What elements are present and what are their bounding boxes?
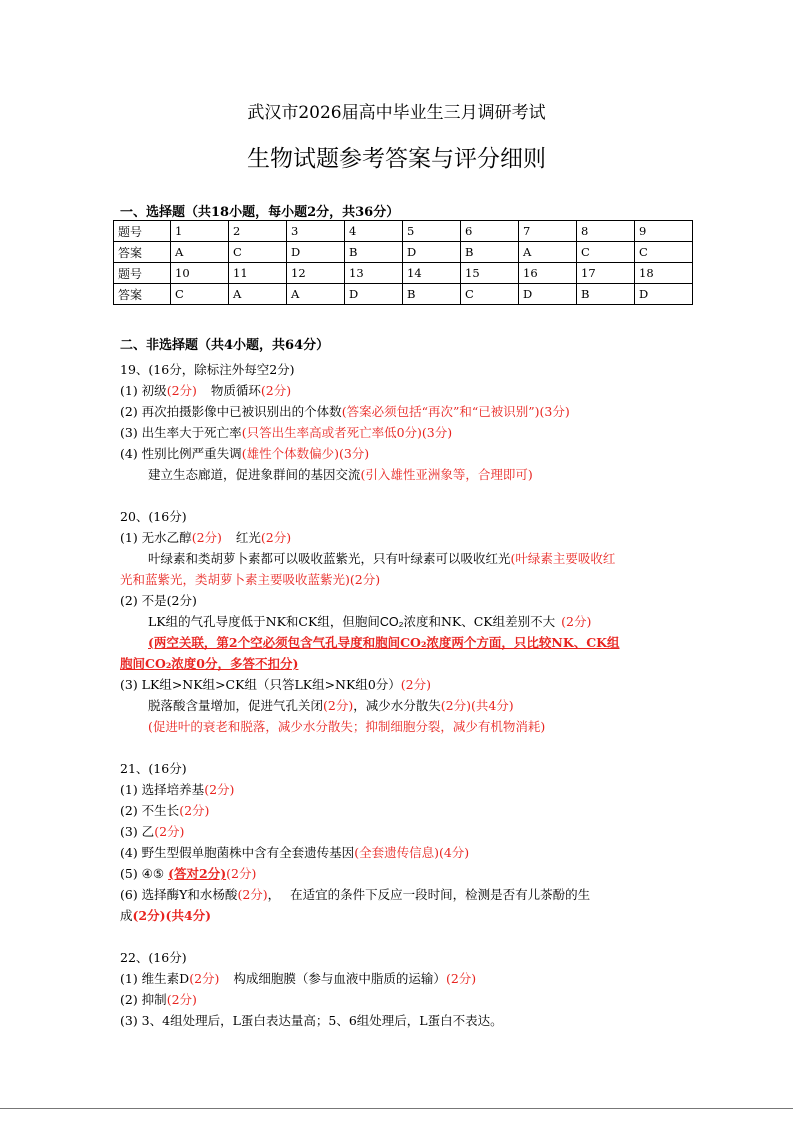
table-cell: 16 xyxy=(519,263,577,284)
score-note: (2分) xyxy=(400,677,432,692)
q21-answer-2 xyxy=(120,801,209,819)
row-label-answer: 答案 xyxy=(114,242,171,263)
exam-title: 武汉市2026届高中毕业生三月调研考试 xyxy=(247,103,546,123)
answer-text: (3) 3、4组处理后，L蛋白表达量高；5、6组处理后，L蛋白不表达。 xyxy=(120,1013,503,1028)
score-note: (2分) xyxy=(204,782,235,797)
answer-text: (1) 选择培养基 xyxy=(120,782,205,797)
answer-text: 建立生态廊道，促进象群间的基因交流 xyxy=(148,467,361,482)
page-bottom-divider xyxy=(0,1108,793,1109)
table-cell: 17 xyxy=(577,263,635,284)
answer-text: 构成细胞膜（参与血液中脂质的运输） xyxy=(233,971,446,986)
answer-text: (2) 再次拍摄影像中已被识别出的个体数 xyxy=(120,404,342,419)
table-cell: D xyxy=(519,284,577,305)
answer-text: (5) ④⑤ xyxy=(120,866,165,881)
table-cell: 12 xyxy=(287,263,345,284)
q19-heading: 19、(16分，除标注外每空2分) xyxy=(120,362,295,377)
score-note: (2分) xyxy=(237,887,268,902)
q22-heading: 22、(16分) xyxy=(120,950,187,965)
document-title: 生物试题参考答案与评分细则 xyxy=(247,146,546,172)
table-cell: C xyxy=(635,242,693,263)
table-cell: C xyxy=(461,284,519,305)
table-cell: 10 xyxy=(171,263,229,284)
answer-text: LK组的气孔导度低于NK和CK组，但胞间 xyxy=(148,614,380,629)
score-note: 光和蓝紫光，类胡萝卜素主要吸收蓝紫光)(2分) xyxy=(120,572,381,587)
table-cell: C xyxy=(171,284,229,305)
table-cell: 4 xyxy=(345,221,403,242)
table-cell: 14 xyxy=(403,263,461,284)
answer-text: 红光 xyxy=(235,530,261,545)
q19-answer-2 xyxy=(120,402,570,420)
q19-answer-4b xyxy=(148,465,533,483)
table-cell: A xyxy=(229,284,287,305)
table-cell: A xyxy=(519,242,577,263)
score-note: (2分) xyxy=(226,866,257,881)
q22-answer-3 xyxy=(120,1011,503,1029)
grading-note-text: 胞间CO₂浓度0分，多答不扣分) xyxy=(120,656,299,671)
score-note: (2分) xyxy=(166,383,197,398)
q21-answer-5 xyxy=(120,864,256,882)
score-note: (2分) xyxy=(179,803,210,818)
score-note: (2分) xyxy=(166,992,197,1007)
table-cell: 15 xyxy=(461,263,519,284)
q20-heading: 20、(16分) xyxy=(120,509,187,524)
q20-answer-1c xyxy=(120,570,380,588)
section1-heading: 一、选择题（共18小题，每小题2分，共36分） xyxy=(120,205,400,220)
score-note: (促进叶的衰老和脱落，减少水分散失；抑制细胞分裂，减少有机物消耗) xyxy=(148,719,546,734)
table-cell: D xyxy=(635,284,693,305)
table-row xyxy=(114,284,693,305)
table-cell: B xyxy=(577,284,635,305)
answer-text: (1) 无水乙醇 xyxy=(120,530,192,545)
q20-answer-2 xyxy=(120,591,197,609)
q21-answer-6 xyxy=(120,885,590,903)
q21-answer-6b xyxy=(120,906,211,924)
table-cell: 9 xyxy=(635,221,693,242)
q21-heading: 21、(16分) xyxy=(120,761,187,776)
grading-note-text: (两空关联，第2个空必须包含气孔导度和胞间CO₂浓度两个方面，只比较NK、CK组 xyxy=(148,635,620,650)
section2-heading: 二、非选择题（共4小题，共64分） xyxy=(120,338,330,353)
q20-answer-1b xyxy=(148,549,615,567)
table-cell: 1 xyxy=(171,221,229,242)
table-cell: 6 xyxy=(461,221,519,242)
q19-answer-4 xyxy=(120,444,369,462)
score-note: (全套遗传信息)(4分) xyxy=(354,845,470,860)
row-label-question: 题号 xyxy=(114,221,171,242)
table-cell: D xyxy=(403,242,461,263)
row-label-answer: 答案 xyxy=(114,284,171,305)
multiple-choice-answer-table xyxy=(113,220,693,305)
table-cell: 8 xyxy=(577,221,635,242)
answer-text: (6) 选择酶Y和水杨酸 xyxy=(120,887,238,902)
table-cell: C xyxy=(577,242,635,263)
table-row xyxy=(114,263,693,284)
score-note: (2分)(共4分) xyxy=(132,908,212,923)
answer-text: (2) 不生长 xyxy=(120,803,180,818)
table-cell: 5 xyxy=(403,221,461,242)
table-cell: A xyxy=(171,242,229,263)
answer-text: (3) 乙 xyxy=(120,824,155,839)
score-note: (叶绿素主要吸收红 xyxy=(510,551,616,566)
table-cell: C xyxy=(229,242,287,263)
table-cell: B xyxy=(403,284,461,305)
q20-grading-note-b xyxy=(120,654,298,672)
answer-text: 浓度和NK、CK组差别不大 xyxy=(403,614,556,629)
q20-answer-2b xyxy=(148,612,591,630)
score-note: (引入雄性亚洲象等，合理即可) xyxy=(360,467,533,482)
answer-text: (1) 维生素D xyxy=(120,971,190,986)
table-cell: 18 xyxy=(635,263,693,284)
table-cell: D xyxy=(287,242,345,263)
score-note: (只答出生率高或者死亡率低0分)(3分) xyxy=(241,425,453,440)
score-note: (2分) xyxy=(323,698,354,713)
score-note: (2分) xyxy=(260,383,292,398)
answer-text: (2) 不是(2分) xyxy=(120,593,197,608)
table-cell: D xyxy=(345,284,403,305)
row-label-question: 题号 xyxy=(114,263,171,284)
score-note: (2分) xyxy=(189,971,220,986)
table-cell: B xyxy=(461,242,519,263)
score-note: (2分) xyxy=(561,614,592,629)
score-note: (2分)(共4分) xyxy=(440,698,514,713)
score-note: (2分) xyxy=(191,530,222,545)
table-row xyxy=(114,221,693,242)
answer-text: (1) 初级 xyxy=(120,383,167,398)
q20-answer-3b xyxy=(148,696,514,714)
table-cell: 7 xyxy=(519,221,577,242)
table-cell: 2 xyxy=(229,221,287,242)
q19-answer-1 xyxy=(120,381,291,399)
table-cell: 3 xyxy=(287,221,345,242)
score-note: (2分) xyxy=(260,530,292,545)
q19-answer-3 xyxy=(120,423,452,441)
answer-text: (2) 抑制 xyxy=(120,992,167,1007)
q20-answer-3 xyxy=(120,675,431,693)
table-cell: 13 xyxy=(345,263,403,284)
answer-text: 叶绿素和类胡萝卜素都可以吸收蓝紫光，只有叶绿素可以吸收红光 xyxy=(148,551,511,566)
answer-text: ，减少水分散失 xyxy=(353,698,441,713)
score-note: (2分) xyxy=(445,971,477,986)
table-cell: B xyxy=(345,242,403,263)
table-cell: 11 xyxy=(229,263,287,284)
score-note: (答案必须包括“再次”和“已被识别”)(3分) xyxy=(341,404,570,419)
q22-answer-2 xyxy=(120,990,197,1008)
answer-text: ， xyxy=(267,887,281,902)
q21-answer-1 xyxy=(120,780,234,798)
table-row xyxy=(114,242,693,263)
q20-answer-1 xyxy=(120,528,291,546)
answer-text: 脱落酸含量增加，促进气孔关闭 xyxy=(148,698,324,713)
answer-text: (4) 性别比例严重失调 xyxy=(120,446,242,461)
answer-text: (4) 野生型假单胞菌株中含有全套遗传基因 xyxy=(120,845,355,860)
q21-answer-4 xyxy=(120,843,469,861)
answer-text: 物质循环 xyxy=(210,383,261,398)
q22-answer-1 xyxy=(120,969,476,987)
co2-formula: CO₂ xyxy=(379,615,404,629)
answer-text: 成 xyxy=(120,908,133,923)
answer-text: 在适宜的条件下反应一段时间，检测是否有儿茶酚的生 xyxy=(290,887,591,902)
score-note: (雄性个体数偏少)(3分) xyxy=(241,446,370,461)
answer-text: (3) 出生率大于死亡率 xyxy=(120,425,242,440)
table-cell: A xyxy=(287,284,345,305)
q21-answer-3 xyxy=(120,822,184,840)
score-note: (2分) xyxy=(154,824,185,839)
score-note: (答对2分) xyxy=(168,866,227,881)
answer-text: (3) LK组>NK组>CK组（只答LK组>NK组0分） xyxy=(120,677,401,692)
q20-answer-3c xyxy=(148,717,545,735)
q20-grading-note xyxy=(120,633,620,651)
